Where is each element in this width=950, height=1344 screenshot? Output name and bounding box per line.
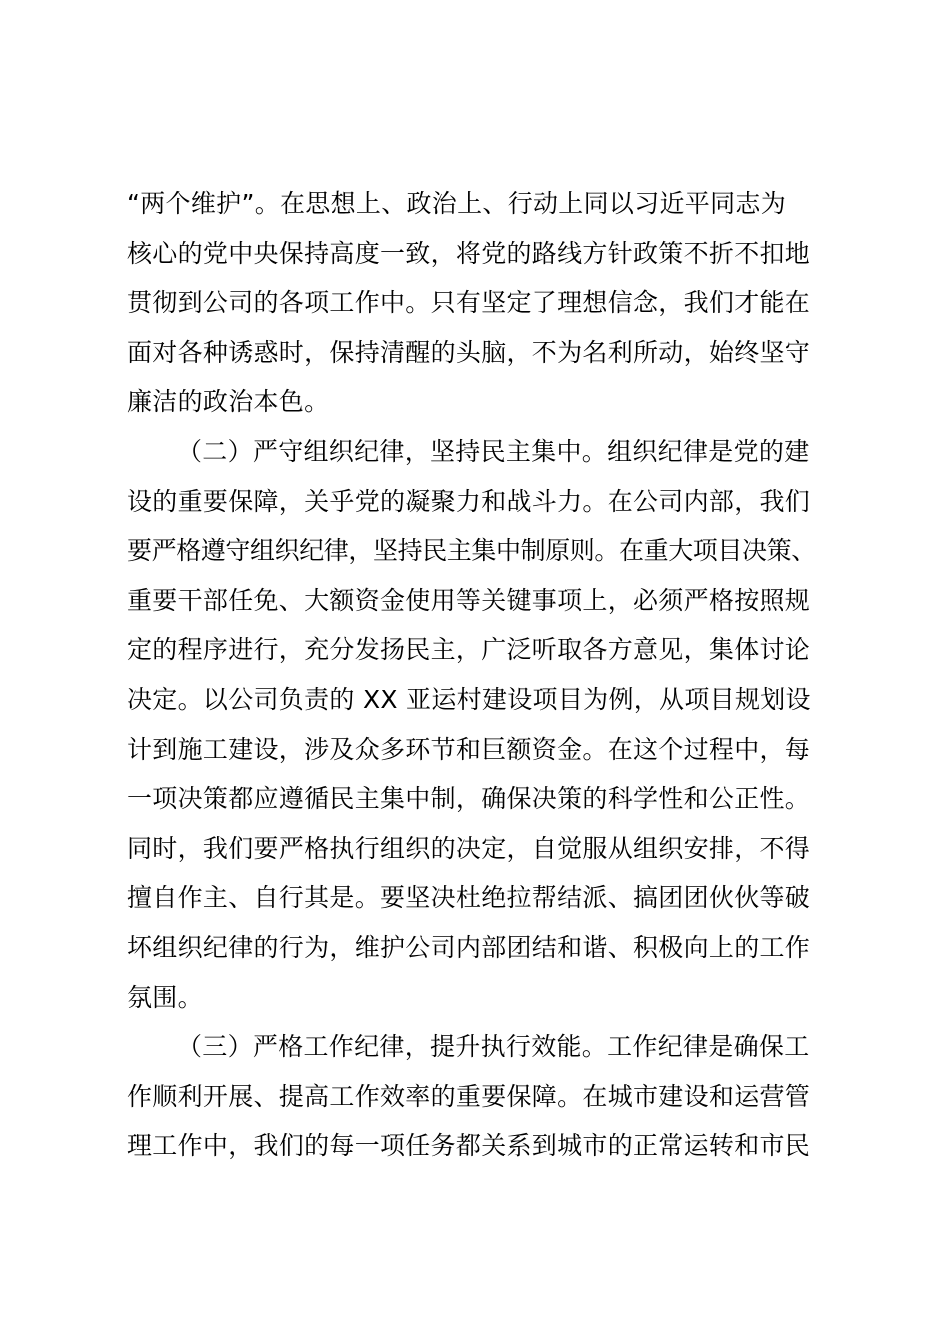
text-line: “两个维护”。在思想上、政治上、行动上同以习近平同志为 <box>127 189 787 218</box>
text-line: 定的程序进行，充分发扬民主，广泛听取各方意见，集体讨论 <box>127 635 811 665</box>
text-line: 作顺利开展、提高工作效率的重要保障。在城市建设和运营管 <box>127 1081 811 1111</box>
text-line: 重要干部任免、大额资金使用等关键事项上，必须严格按照规 <box>127 585 811 615</box>
text-line: 要严格遵守组织纪律，坚持民主集中制原则。在重大项目决策、 <box>127 536 816 566</box>
text-line: 氛围。 <box>127 982 203 1012</box>
text-line: 一项决策都应遵循民主集中制，确保决策的科学性和公正性。 <box>127 784 811 814</box>
section-heading-line: （三）严格工作纪律，提升执行效能。工作纪律是确保工 <box>177 1032 810 1062</box>
text-line: 理工作中，我们的每一项任务都关系到城市的正常运转和市民 <box>127 1131 811 1161</box>
text-line: 同时，我们要严格执行组织的决定，自觉服从组织安排，不得 <box>127 833 811 863</box>
text-line: 面对各种诱惑时，保持清醒的头脑，不为名利所动，始终坚守 <box>127 337 811 367</box>
section-heading-line: （二）严守组织纪律，坚持民主集中。组织纪律是党的建 <box>177 436 810 466</box>
text-line: 贯彻到公司的各项工作中。只有坚定了理想信念，我们才能在 <box>127 288 811 318</box>
text-line: 擅自作主、自行其是。要坚决杜绝拉帮结派、搞团团伙伙等破 <box>127 883 811 913</box>
text-line: 廉洁的政治本色。 <box>127 387 330 417</box>
text-line: 决定。以公司负责的 XX 亚运村建设项目为例，从项目规划设 <box>127 684 811 714</box>
text-line: 核心的党中央保持高度一致，将党的路线方针政策不折不扣地 <box>127 238 811 268</box>
text-line: 设的重要保障，关乎党的凝聚力和战斗力。在公司内部，我们 <box>127 486 811 516</box>
body-text <box>127 179 847 1171</box>
text-line: 计到施工建设，涉及众多环节和巨额资金。在这个过程中，每 <box>127 734 811 764</box>
text-line: 坏组织纪律的行为，维护公司内部团结和谐、积极向上的工作 <box>127 932 811 962</box>
